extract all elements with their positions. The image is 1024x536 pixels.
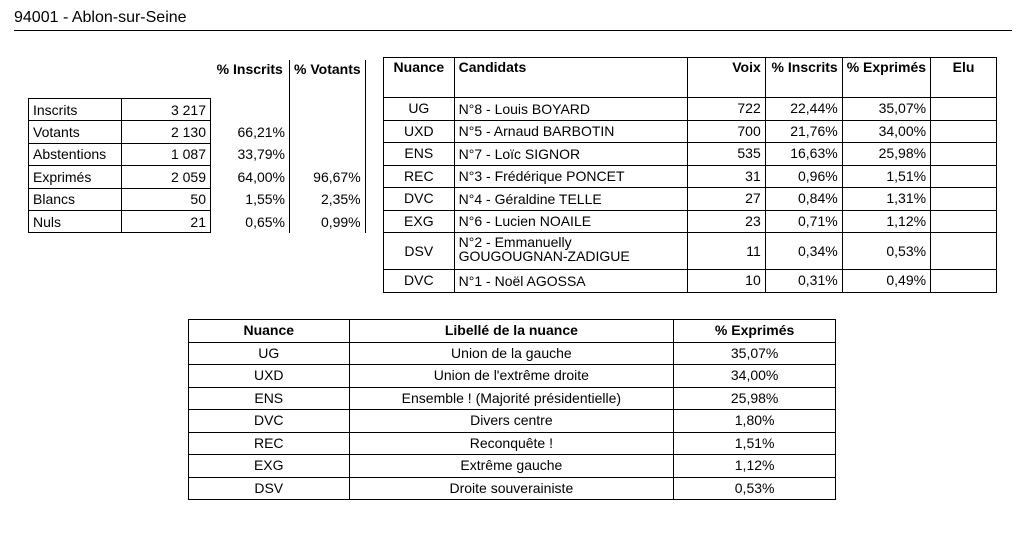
nuance-code: DSV <box>189 477 350 500</box>
candidate-nuance: EXG <box>384 210 455 233</box>
candidate-row <box>384 270 997 293</box>
summary-row <box>29 188 366 210</box>
header-libelle: Libellé de la nuance <box>349 320 674 343</box>
summary-value: 2 059 <box>122 166 211 188</box>
candidate-voix: 535 <box>688 143 766 166</box>
nuance-libelle: Ensemble ! (Majorité présidentielle) <box>349 387 674 410</box>
header-voix: Voix <box>688 58 766 98</box>
nuance-row <box>189 477 836 500</box>
summary-row <box>29 143 366 165</box>
nuance-pct-exprimes: 1,51% <box>674 432 836 455</box>
nuance-code: DVC <box>189 410 350 433</box>
nuance-pct-exprimes: 0,53% <box>674 477 836 500</box>
summary-header-pct-votants: % Votants <box>290 60 366 99</box>
summary-label: Blancs <box>29 188 122 210</box>
candidate-pct-exprimes: 0,49% <box>842 270 930 293</box>
summary-header-pct-inscrits: % Inscrits <box>211 60 290 99</box>
candidate-elu <box>931 270 997 293</box>
summary-row <box>29 99 366 121</box>
summary-pct-votants <box>290 99 366 121</box>
nuance-code: UG <box>189 342 350 365</box>
candidate-name: N°4 - Géraldine TELLE <box>454 188 687 211</box>
candidate-pct-inscrits: 0,84% <box>765 188 842 211</box>
nuance-pct-exprimes: 1,80% <box>674 410 836 433</box>
header-pct-exprimes: % Exprimés <box>674 320 836 343</box>
candidate-nuance: DVC <box>384 270 455 293</box>
summary-row <box>29 166 366 188</box>
header-pct-inscrits: % Inscrits <box>765 58 842 98</box>
candidate-pct-inscrits: 0,31% <box>765 270 842 293</box>
candidate-nuance: DSV <box>384 233 455 270</box>
title-underline <box>14 30 1012 31</box>
candidate-nuance: UXD <box>384 120 455 143</box>
summary-row <box>29 210 366 232</box>
candidate-name: N°7 - Loïc SIGNOR <box>454 143 687 166</box>
summary-label: Votants <box>29 121 122 143</box>
candidate-name: N°3 - Frédérique PONCET <box>454 165 687 188</box>
candidate-row <box>384 188 997 211</box>
summary-pct-votants: 96,67% <box>290 166 366 188</box>
summary-pct-inscrits: 66,21% <box>211 121 290 143</box>
candidate-pct-exprimes: 1,12% <box>842 210 930 233</box>
candidate-voix: 722 <box>688 98 766 121</box>
summary-label: Abstentions <box>29 143 122 165</box>
candidate-elu <box>931 165 997 188</box>
candidate-nuance: REC <box>384 165 455 188</box>
summary-value: 50 <box>122 188 211 210</box>
summary-pct-inscrits: 33,79% <box>211 143 290 165</box>
nuance-libelle: Union de l'extrême droite <box>349 365 674 388</box>
nuance-row <box>189 455 836 478</box>
candidate-name: N°6 - Lucien NOAILE <box>454 210 687 233</box>
candidate-voix: 31 <box>688 165 766 188</box>
turnout-summary-table <box>28 60 366 233</box>
candidate-name: N°5 - Arnaud BARBOTIN <box>454 120 687 143</box>
nuance-code: ENS <box>189 387 350 410</box>
candidate-pct-exprimes: 1,51% <box>842 165 930 188</box>
candidate-pct-exprimes: 35,07% <box>842 98 930 121</box>
candidate-name: N°1 - Noël AGOSSA <box>454 270 687 293</box>
summary-label: Exprimés <box>29 166 122 188</box>
nuance-code: REC <box>189 432 350 455</box>
summary-header-row <box>29 60 366 99</box>
candidate-elu <box>931 120 997 143</box>
summary-label: Inscrits <box>29 99 122 121</box>
candidate-row <box>384 143 997 166</box>
candidates-header-row <box>384 58 997 98</box>
candidate-pct-exprimes: 1,31% <box>842 188 930 211</box>
nuance-libelle: Droite souverainiste <box>349 477 674 500</box>
summary-pct-votants <box>290 143 366 165</box>
candidate-row <box>384 233 997 270</box>
nuance-row <box>189 432 836 455</box>
nuance-row <box>189 387 836 410</box>
candidate-nuance: DVC <box>384 188 455 211</box>
nuances-header-row <box>189 320 836 343</box>
candidate-pct-inscrits: 0,34% <box>765 233 842 270</box>
summary-pct-inscrits: 64,00% <box>211 166 290 188</box>
header-nuance: Nuance <box>384 58 455 98</box>
candidate-pct-inscrits: 16,63% <box>765 143 842 166</box>
candidate-pct-exprimes: 0,53% <box>842 233 930 270</box>
header-pct-exprimes: % Exprimés <box>842 58 930 98</box>
summary-pct-votants <box>290 121 366 143</box>
summary-pct-votants: 0,99% <box>290 210 366 232</box>
candidate-row <box>384 98 997 121</box>
summary-label: Nuls <box>29 210 122 232</box>
nuance-row <box>189 410 836 433</box>
nuance-libelle: Divers centre <box>349 410 674 433</box>
nuance-libelle: Union de la gauche <box>349 342 674 365</box>
candidates-table <box>383 57 997 293</box>
summary-header-blank <box>29 60 122 99</box>
candidate-row <box>384 120 997 143</box>
nuance-code: UXD <box>189 365 350 388</box>
candidate-elu <box>931 188 997 211</box>
candidate-pct-inscrits: 21,76% <box>765 120 842 143</box>
nuance-pct-exprimes: 1,12% <box>674 455 836 478</box>
summary-header-blank <box>122 60 211 99</box>
page-title: 94001 - Ablon-sur-Seine <box>14 9 187 26</box>
summary-row <box>29 121 366 143</box>
candidate-elu <box>931 98 997 121</box>
candidate-voix: 11 <box>688 233 766 270</box>
candidate-elu <box>931 210 997 233</box>
nuances-table <box>188 319 836 500</box>
summary-value: 21 <box>122 210 211 232</box>
header-nuance: Nuance <box>189 320 350 343</box>
nuance-code: EXG <box>189 455 350 478</box>
candidate-name: N°8 - Louis BOYARD <box>454 98 687 121</box>
candidate-row <box>384 165 997 188</box>
candidate-voix: 23 <box>688 210 766 233</box>
candidate-row <box>384 210 997 233</box>
summary-pct-votants: 2,35% <box>290 188 366 210</box>
nuance-row <box>189 342 836 365</box>
candidate-voix: 27 <box>688 188 766 211</box>
summary-value: 1 087 <box>122 143 211 165</box>
nuance-pct-exprimes: 34,00% <box>674 365 836 388</box>
summary-pct-inscrits: 1,55% <box>211 188 290 210</box>
summary-value: 3 217 <box>122 99 211 121</box>
candidate-voix: 10 <box>688 270 766 293</box>
candidate-voix: 700 <box>688 120 766 143</box>
nuance-libelle: Reconquête ! <box>349 432 674 455</box>
summary-pct-inscrits: 0,65% <box>211 210 290 232</box>
candidate-nuance: UG <box>384 98 455 121</box>
candidate-nuance: ENS <box>384 143 455 166</box>
nuance-pct-exprimes: 35,07% <box>674 342 836 365</box>
candidate-pct-exprimes: 34,00% <box>842 120 930 143</box>
nuance-pct-exprimes: 25,98% <box>674 387 836 410</box>
candidate-pct-inscrits: 0,71% <box>765 210 842 233</box>
nuance-libelle: Extrême gauche <box>349 455 674 478</box>
nuance-row <box>189 365 836 388</box>
summary-pct-inscrits <box>211 99 290 121</box>
header-candidats: Candidats <box>454 58 687 98</box>
candidate-pct-inscrits: 22,44% <box>765 98 842 121</box>
candidate-pct-exprimes: 25,98% <box>842 143 930 166</box>
candidate-name: N°2 - Emmanuelly GOUGOUGNAN-ZADIGUE <box>454 233 687 270</box>
candidate-pct-inscrits: 0,96% <box>765 165 842 188</box>
header-elu: Elu <box>931 58 997 98</box>
summary-value: 2 130 <box>122 121 211 143</box>
candidate-elu <box>931 233 997 270</box>
candidate-elu <box>931 143 997 166</box>
